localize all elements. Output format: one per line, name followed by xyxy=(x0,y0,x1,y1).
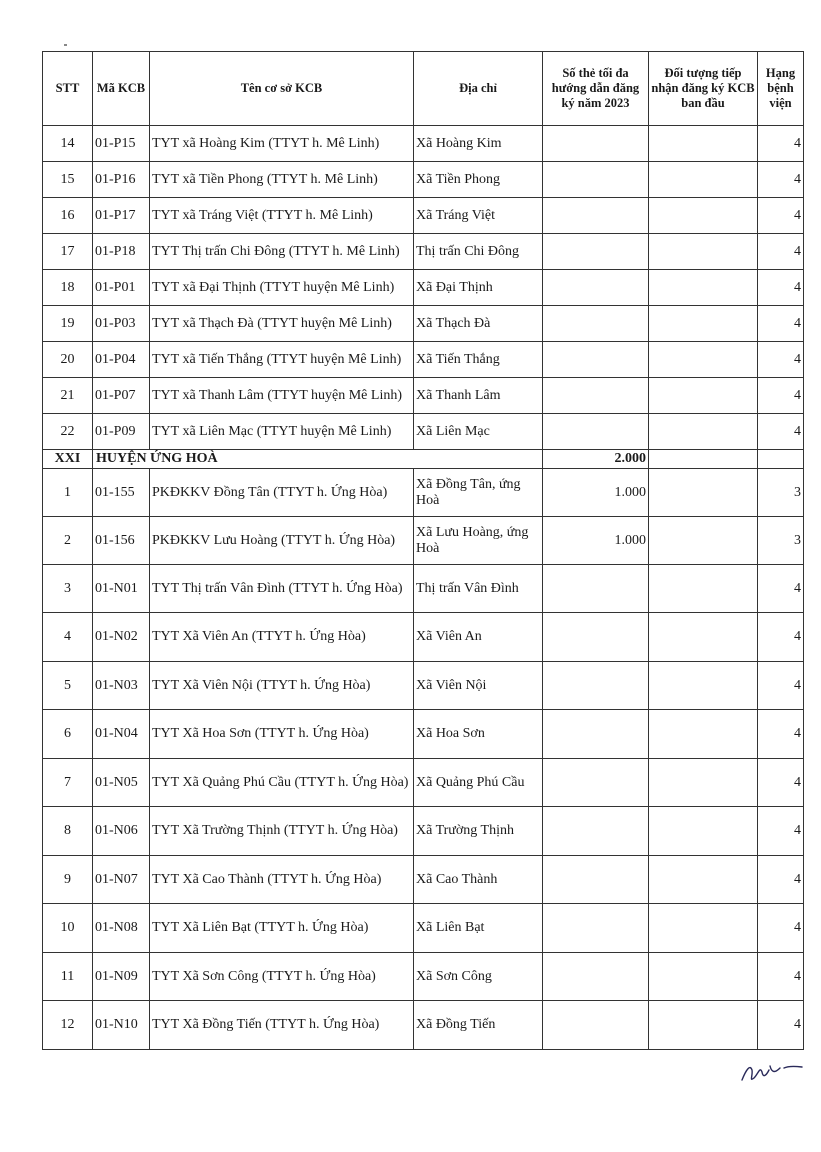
cell-doi-tuong xyxy=(649,613,758,662)
cell-so-the xyxy=(543,856,649,904)
cell-ma-kcb: 01-P09 xyxy=(93,414,150,450)
cell-hang: 4 xyxy=(758,904,804,953)
cell-dia-chi: Thị trấn Chi Đông xyxy=(414,234,543,270)
cell-dia-chi: Xã Quảng Phú Cầu xyxy=(414,759,543,807)
table-row xyxy=(43,126,804,162)
table-row xyxy=(43,953,804,1001)
table-row xyxy=(43,856,804,904)
table-body-me-linh xyxy=(43,126,804,450)
cell-dia-chi: Xã Trường Thịnh xyxy=(414,807,543,856)
cell-ma-kcb: 01-P15 xyxy=(93,126,150,162)
cell-doi-tuong xyxy=(649,234,758,270)
cell-hang: 4 xyxy=(758,306,804,342)
cell-ten-co-so: TYT Xã Viên An (TTYT h. Ứng Hòa) xyxy=(150,613,414,662)
cell-hang: 4 xyxy=(758,662,804,710)
cell-ten-co-so: PKĐKKV Đồng Tân (TTYT h. Ứng Hòa) xyxy=(150,469,414,517)
cell-stt: 10 xyxy=(43,904,93,953)
cell-ten-co-so: TYT xã Tiền Phong (TTYT h. Mê Linh) xyxy=(150,162,414,198)
signature-initials xyxy=(736,1056,806,1086)
cell-so-the xyxy=(543,162,649,198)
table-row xyxy=(43,270,804,306)
cell-ma-kcb: 01-P01 xyxy=(93,270,150,306)
cell-ten-co-so: TYT xã Đại Thịnh (TTYT huyện Mê Linh) xyxy=(150,270,414,306)
cell-ten-co-so: TYT xã Thanh Lâm (TTYT huyện Mê Linh) xyxy=(150,378,414,414)
cell-stt: 15 xyxy=(43,162,93,198)
table-row xyxy=(43,378,804,414)
cell-ten-co-so: TYT xã Hoàng Kim (TTYT h. Mê Linh) xyxy=(150,126,414,162)
cell-doi-tuong xyxy=(649,378,758,414)
cell-stt: 7 xyxy=(43,759,93,807)
cell-dia-chi: Xã Tráng Việt xyxy=(414,198,543,234)
cell-stt: 14 xyxy=(43,126,93,162)
cell-ma-kcb: 01-P17 xyxy=(93,198,150,234)
cell-stt: 21 xyxy=(43,378,93,414)
cell-dia-chi: Xã Thanh Lâm xyxy=(414,378,543,414)
table-row xyxy=(43,904,804,953)
cell-so-the xyxy=(543,234,649,270)
cell-so-the xyxy=(543,126,649,162)
section-hang xyxy=(758,450,804,469)
cell-dia-chi: Xã Sơn Công xyxy=(414,953,543,1001)
cell-doi-tuong xyxy=(649,270,758,306)
cell-ten-co-so: TYT Thị trấn Chi Đông (TTYT h. Mê Linh) xyxy=(150,234,414,270)
table-row xyxy=(43,162,804,198)
table-row xyxy=(43,613,804,662)
cell-dia-chi: Xã Liên Mạc xyxy=(414,414,543,450)
cell-hang: 4 xyxy=(758,378,804,414)
section-ung-hoa xyxy=(43,450,804,469)
cell-hang: 4 xyxy=(758,856,804,904)
cell-dia-chi: Xã Liên Bạt xyxy=(414,904,543,953)
cell-ma-kcb: 01-P18 xyxy=(93,234,150,270)
header-stt: STT xyxy=(43,52,93,126)
cell-ma-kcb: 01-155 xyxy=(93,469,150,517)
cell-so-the xyxy=(543,904,649,953)
cell-ma-kcb: 01-N04 xyxy=(93,710,150,759)
cell-ma-kcb: 01-N01 xyxy=(93,565,150,613)
header-row xyxy=(43,52,804,126)
cell-stt: 19 xyxy=(43,306,93,342)
table-row xyxy=(43,1001,804,1050)
section-stt: XXI xyxy=(43,450,93,469)
cell-ma-kcb: 01-N09 xyxy=(93,953,150,1001)
cell-doi-tuong xyxy=(649,662,758,710)
cell-ten-co-so: TYT Xã Đồng Tiến (TTYT h. Ứng Hòa) xyxy=(150,1001,414,1050)
table-row xyxy=(43,807,804,856)
cell-doi-tuong xyxy=(649,710,758,759)
cell-hang: 4 xyxy=(758,613,804,662)
cell-ma-kcb: 01-N10 xyxy=(93,1001,150,1050)
cell-so-the xyxy=(543,414,649,450)
cell-doi-tuong xyxy=(649,162,758,198)
cell-ten-co-so: TYT Xã Liên Bạt (TTYT h. Ứng Hòa) xyxy=(150,904,414,953)
cell-stt: 1 xyxy=(43,469,93,517)
scan-mark xyxy=(64,44,67,46)
header-hang: Hạng bệnh viện xyxy=(758,52,804,126)
table-row xyxy=(43,198,804,234)
cell-ma-kcb: 01-N03 xyxy=(93,662,150,710)
cell-dia-chi: Thị trấn Vân Đình xyxy=(414,565,543,613)
cell-stt: 6 xyxy=(43,710,93,759)
cell-doi-tuong xyxy=(649,565,758,613)
cell-ma-kcb: 01-N08 xyxy=(93,904,150,953)
cell-ten-co-so: TYT Xã Quảng Phú Cầu (TTYT h. Ứng Hòa) xyxy=(150,759,414,807)
header-ten-co-so: Tên cơ sở KCB xyxy=(150,52,414,126)
cell-ma-kcb: 01-P07 xyxy=(93,378,150,414)
cell-doi-tuong xyxy=(649,904,758,953)
cell-doi-tuong xyxy=(649,953,758,1001)
table-row xyxy=(43,565,804,613)
cell-stt: 20 xyxy=(43,342,93,378)
cell-so-the xyxy=(543,198,649,234)
section-doi-tuong xyxy=(649,450,758,469)
cell-ten-co-so: TYT Xã Viên Nội (TTYT h. Ứng Hòa) xyxy=(150,662,414,710)
cell-hang: 3 xyxy=(758,517,804,565)
cell-stt: 2 xyxy=(43,517,93,565)
header-dia-chi: Địa chỉ xyxy=(414,52,543,126)
cell-ten-co-so: TYT Xã Sơn Công (TTYT h. Ứng Hòa) xyxy=(150,953,414,1001)
cell-dia-chi: Xã Tiến Thắng xyxy=(414,342,543,378)
cell-ma-kcb: 01-N05 xyxy=(93,759,150,807)
cell-stt: 11 xyxy=(43,953,93,1001)
table-row xyxy=(43,759,804,807)
table-row xyxy=(43,306,804,342)
cell-hang: 4 xyxy=(758,270,804,306)
cell-so-the: 1.000 xyxy=(543,517,649,565)
cell-so-the xyxy=(543,613,649,662)
cell-ma-kcb: 01-N06 xyxy=(93,807,150,856)
cell-hang: 4 xyxy=(758,807,804,856)
table-body-ung-hoa xyxy=(43,469,804,1050)
section-name: HUYỆN ỨNG HOÀ xyxy=(93,450,543,469)
cell-dia-chi: Xã Đồng Tiến xyxy=(414,1001,543,1050)
cell-hang: 4 xyxy=(758,710,804,759)
cell-ma-kcb: 01-N02 xyxy=(93,613,150,662)
cell-ma-kcb: 01-P16 xyxy=(93,162,150,198)
cell-ten-co-so: TYT xã Tiến Thắng (TTYT huyện Mê Linh) xyxy=(150,342,414,378)
table-row xyxy=(43,234,804,270)
cell-so-the xyxy=(543,270,649,306)
cell-stt: 3 xyxy=(43,565,93,613)
cell-doi-tuong xyxy=(649,469,758,517)
section-row xyxy=(43,450,804,469)
table-row xyxy=(43,662,804,710)
cell-hang: 4 xyxy=(758,565,804,613)
table-row xyxy=(43,710,804,759)
cell-so-the: 1.000 xyxy=(543,469,649,517)
cell-ma-kcb: 01-156 xyxy=(93,517,150,565)
cell-stt: 5 xyxy=(43,662,93,710)
cell-stt: 8 xyxy=(43,807,93,856)
cell-doi-tuong xyxy=(649,517,758,565)
cell-dia-chi: Xã Đồng Tân, ứng Hoà xyxy=(414,469,543,517)
header-doi-tuong: Đối tượng tiếp nhận đăng ký KCB ban đầu xyxy=(649,52,758,126)
cell-hang: 4 xyxy=(758,414,804,450)
cell-stt: 18 xyxy=(43,270,93,306)
cell-so-the xyxy=(543,565,649,613)
cell-stt: 17 xyxy=(43,234,93,270)
cell-doi-tuong xyxy=(649,126,758,162)
cell-dia-chi: Xã Tiền Phong xyxy=(414,162,543,198)
cell-hang: 4 xyxy=(758,198,804,234)
cell-stt: 9 xyxy=(43,856,93,904)
header-so-the: Số thẻ tối đa hướng dẫn đăng ký năm 2023 xyxy=(543,52,649,126)
cell-stt: 16 xyxy=(43,198,93,234)
cell-so-the xyxy=(543,662,649,710)
cell-hang: 4 xyxy=(758,1001,804,1050)
cell-stt: 4 xyxy=(43,613,93,662)
cell-stt: 22 xyxy=(43,414,93,450)
cell-hang: 4 xyxy=(758,759,804,807)
cell-ten-co-so: TYT Thị trấn Vân Đình (TTYT h. Ứng Hòa) xyxy=(150,565,414,613)
cell-dia-chi: Xã Viên Nội xyxy=(414,662,543,710)
cell-dia-chi: Xã Hoa Sơn xyxy=(414,710,543,759)
cell-dia-chi: Xã Đại Thịnh xyxy=(414,270,543,306)
cell-so-the xyxy=(543,378,649,414)
cell-ten-co-so: TYT Xã Hoa Sơn (TTYT h. Ứng Hòa) xyxy=(150,710,414,759)
cell-doi-tuong xyxy=(649,1001,758,1050)
cell-so-the xyxy=(543,1001,649,1050)
header-ma-kcb: Mã KCB xyxy=(93,52,150,126)
cell-so-the xyxy=(543,759,649,807)
cell-ma-kcb: 01-N07 xyxy=(93,856,150,904)
cell-doi-tuong xyxy=(649,342,758,378)
cell-dia-chi: Xã Viên An xyxy=(414,613,543,662)
cell-doi-tuong xyxy=(649,856,758,904)
cell-hang: 4 xyxy=(758,953,804,1001)
cell-doi-tuong xyxy=(649,759,758,807)
cell-dia-chi: Xã Lưu Hoàng, ứng Hoà xyxy=(414,517,543,565)
cell-so-the xyxy=(543,306,649,342)
cell-doi-tuong xyxy=(649,807,758,856)
table-row xyxy=(43,342,804,378)
facility-table xyxy=(42,51,804,1050)
cell-doi-tuong xyxy=(649,306,758,342)
cell-hang: 4 xyxy=(758,162,804,198)
cell-dia-chi: Xã Thạch Đà xyxy=(414,306,543,342)
cell-hang: 4 xyxy=(758,234,804,270)
cell-so-the xyxy=(543,807,649,856)
table-row xyxy=(43,517,804,565)
section-total: 2.000 xyxy=(543,450,649,469)
cell-dia-chi: Xã Hoàng Kim xyxy=(414,126,543,162)
cell-doi-tuong xyxy=(649,414,758,450)
cell-stt: 12 xyxy=(43,1001,93,1050)
table-row xyxy=(43,414,804,450)
cell-ten-co-so: PKĐKKV Lưu Hoàng (TTYT h. Ứng Hòa) xyxy=(150,517,414,565)
cell-so-the xyxy=(543,342,649,378)
cell-so-the xyxy=(543,710,649,759)
cell-so-the xyxy=(543,953,649,1001)
cell-ten-co-so: TYT Xã Cao Thành (TTYT h. Ứng Hòa) xyxy=(150,856,414,904)
cell-ten-co-so: TYT Xã Trường Thịnh (TTYT h. Ứng Hòa) xyxy=(150,807,414,856)
cell-doi-tuong xyxy=(649,198,758,234)
table-row xyxy=(43,469,804,517)
cell-dia-chi: Xã Cao Thành xyxy=(414,856,543,904)
cell-ma-kcb: 01-P03 xyxy=(93,306,150,342)
cell-ten-co-so: TYT xã Tráng Việt (TTYT h. Mê Linh) xyxy=(150,198,414,234)
cell-hang: 4 xyxy=(758,342,804,378)
cell-ma-kcb: 01-P04 xyxy=(93,342,150,378)
cell-ten-co-so: TYT xã Liên Mạc (TTYT huyện Mê Linh) xyxy=(150,414,414,450)
cell-ten-co-so: TYT xã Thạch Đà (TTYT huyện Mê Linh) xyxy=(150,306,414,342)
cell-hang: 3 xyxy=(758,469,804,517)
cell-hang: 4 xyxy=(758,126,804,162)
